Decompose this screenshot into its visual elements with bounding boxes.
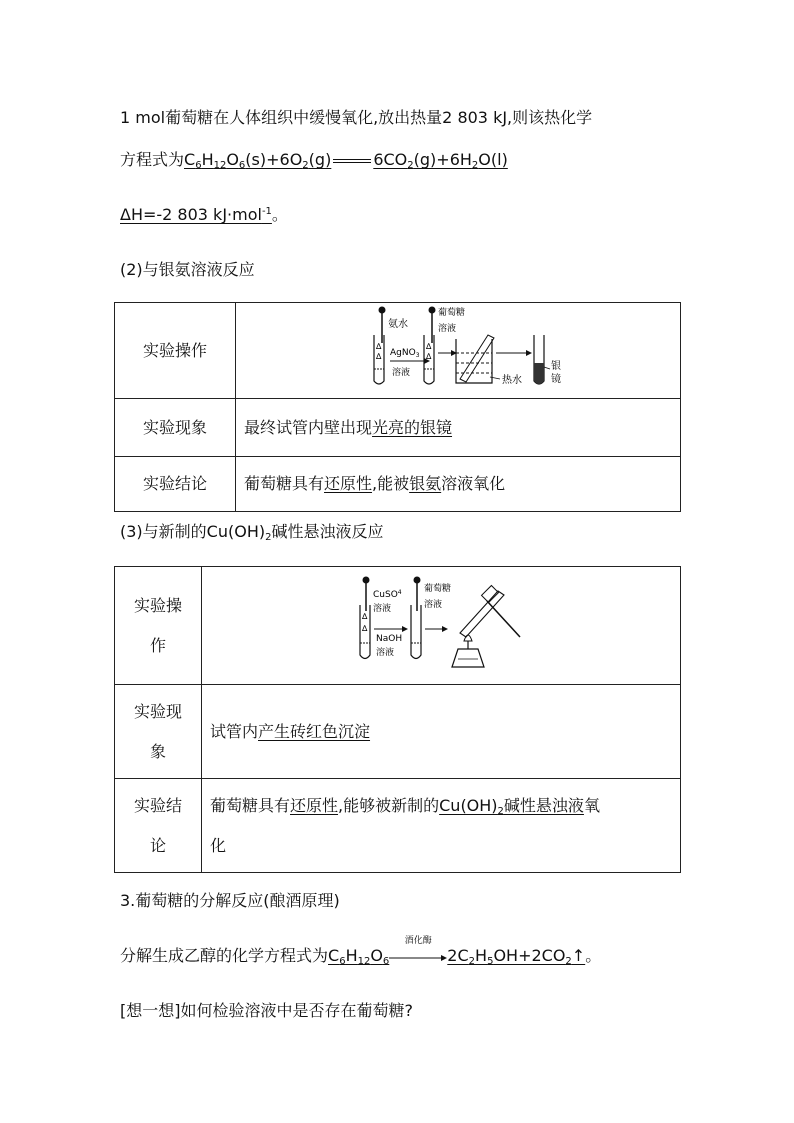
reagent-label: 溶液: [373, 604, 392, 614]
copper-hydroxide-table: [114, 566, 681, 873]
decomposition-heading: 3.葡萄糖的分解反应(酿酒原理): [120, 891, 340, 910]
row-content: 最终试管内壁出现光亮的银镜: [236, 399, 681, 457]
row-content: 葡萄糖具有还原性,能被银氨溶液氧化: [236, 457, 681, 512]
reagent-label: 葡萄糖: [438, 308, 466, 318]
hot-water-label: 热水: [502, 375, 522, 386]
row-content: 试管内产生砖红色沉淀: [202, 685, 681, 779]
section-2-heading: (2)与银氨溶液反应: [120, 260, 255, 279]
svg-text:∆: ∆: [362, 612, 368, 621]
reagent-label: 葡萄糖: [424, 584, 452, 594]
table-row: [115, 399, 681, 457]
tube-holder-icon: [487, 601, 520, 637]
reagent-label: 溶液: [392, 368, 411, 378]
table-row: [115, 685, 681, 779]
apparatus-cell: [202, 567, 681, 685]
table-row: [115, 457, 681, 512]
row-label: 实验操作: [115, 303, 236, 399]
table-row: [115, 567, 681, 685]
combustion-line-1: 1 mol葡萄糖在人体组织中缓慢氧化,放出热量2 803 kJ,则该热化学: [120, 108, 593, 127]
reagent-label: 溶液: [424, 600, 443, 610]
dropper-bulb-icon: [429, 307, 436, 314]
reagent-label: 溶液: [438, 324, 457, 334]
svg-text:∆: ∆: [426, 352, 432, 361]
decomposition-equation-line: 分解生成乙醇的化学方程式为$C_6H_{12}O_6$ 酒化酶 $2C_2H_5OH+2CO_2↑$。: [120, 935, 602, 967]
dropper-bulb-icon: [379, 307, 386, 314]
apparatus-cell: [236, 303, 681, 399]
combustion-line-2: 方程式为$C_6H_{12}O_6(s)+6O_2(g)$ $6CO_2(g)+6H_2O(l)$: [120, 150, 508, 171]
copper-hydroxide-apparatus: [202, 567, 680, 684]
thermo-equation: $C_6H_{12}O_6(s)+6O_2(g)$ $6CO_2(g)+6H_2O(l)$: [184, 150, 508, 171]
reagent-label: AgNO$_3$: [390, 348, 420, 359]
section-3-heading: (3)与新制的$Cu(OH)_2$碱性悬浊液反应: [120, 522, 384, 543]
think-question: [想一想]如何检验溶液中是否存在葡萄糖?: [120, 1001, 413, 1020]
tilted-tube-icon: [460, 335, 494, 382]
svg-text:∆: ∆: [376, 342, 382, 351]
reagent-label: NaOH: [376, 634, 403, 644]
reagent-label: 氨水: [388, 319, 408, 330]
reagent-label: CuSO$^4$: [373, 589, 402, 600]
row-label: 实验现 象: [115, 685, 202, 779]
dropper-bulb-icon: [363, 577, 370, 584]
delta-h-value: ΔH=-2 803 kJ·mol$^{-1}$: [120, 205, 272, 224]
dropper-bulb-icon: [414, 577, 421, 584]
alcohol-lamp-icon: [452, 649, 484, 667]
mirror-label: 镜: [551, 374, 561, 385]
test-tube-icon: [411, 605, 421, 659]
reaction-arrow-icon: 酒化酶: [389, 945, 447, 969]
heated-tube-icon: [460, 591, 504, 637]
silver-mirror-apparatus: [236, 303, 680, 398]
row-label: 实验操 作: [115, 567, 202, 685]
svg-text:∆: ∆: [376, 352, 382, 361]
silver-mirror-icon: [534, 363, 544, 384]
row-content: 葡萄糖具有还原性,能够被新制的$Cu(OH)_2$碱性悬浊液氧 化: [202, 779, 681, 873]
table-row: [115, 779, 681, 873]
svg-text:∆: ∆: [426, 342, 432, 351]
row-label: 实验现象: [115, 399, 236, 457]
delta-h-line: ΔH=-2 803 kJ·mol$^{-1}$。: [120, 205, 288, 224]
silver-mirror-table: [114, 302, 681, 512]
fermentation-equation: $C_6H_{12}O_6$ 酒化酶 $2C_2H_5OH+2CO_2↑$: [328, 935, 586, 967]
reagent-label: 溶液: [376, 648, 395, 658]
mirror-label: 银: [551, 361, 561, 372]
table-row: [115, 303, 681, 399]
row-label: 实验结论: [115, 457, 236, 512]
svg-text:∆: ∆: [362, 624, 368, 633]
row-label: 实验结 论: [115, 779, 202, 873]
